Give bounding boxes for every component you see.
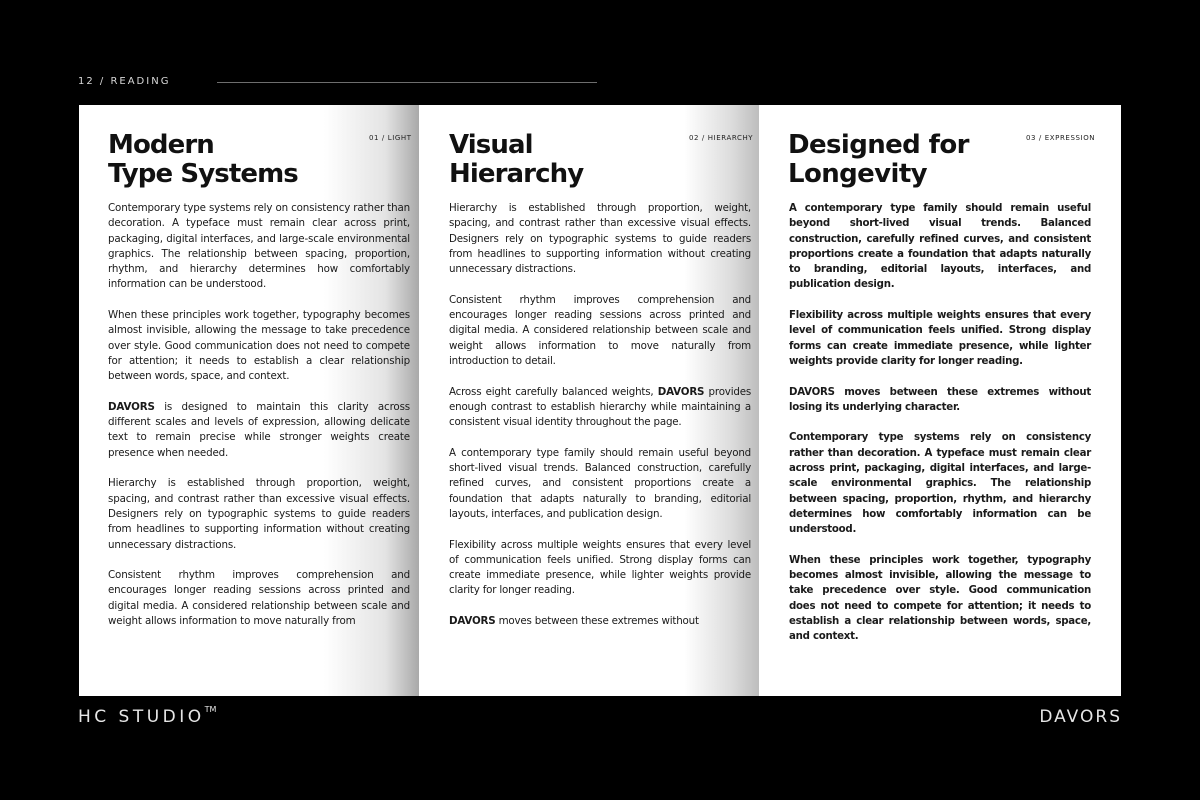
paragraph: Hierarchy is established through proportion, weight, spacing, and contrast rather than excessive visual effects. Designers rely on typographic systems to guide readers from headlines to supporting information without creating unnecessary distractions.	[449, 202, 751, 276]
folio-label: 03 / EXPRESSION	[1026, 134, 1096, 142]
body-copy	[449, 201, 751, 645]
page-heading	[788, 131, 969, 189]
brand-mention: DAVORS	[108, 400, 155, 413]
brand-mention: DAVORS	[449, 615, 496, 628]
paragraph: Flexibility across multiple weights ensures that every level of communication feels unified. Strong display forms can create immediate presence, while lighter weights provide clarity for longer reading.	[449, 538, 751, 597]
page-panel-light	[79, 105, 419, 696]
paragraph: Hierarchy is established through proportion, weight, spacing, and contrast rather than excessive visual effects. Designers rely on typographic systems to guide readers from headlines to supporting information without creating unnecessary distractions.	[108, 477, 410, 551]
heading-line: Designed for	[788, 130, 969, 160]
paragraph: A contemporary type family should remain useful beyond short-lived visual trends. Balanced construction, carefully refined curves, and consistent proportions create a foundation that adapts naturally to branding, editorial layouts, interfaces, and publication design.	[789, 203, 1091, 291]
trademark-mark: TM	[204, 705, 217, 714]
paragraph: Consistent rhythm improves comprehension and encourages longer reading sessions across printed and digital media. A considered relationship between scale and weight allows information to move naturally from introduction to detail.	[449, 293, 751, 367]
page-heading	[108, 131, 298, 189]
page-panel-hierarchy	[419, 105, 759, 696]
paragraph: When these principles work together, typography becomes almost invisible, allowing the message to take precedence over style. Good communication does not need to compete for attention; it needs to establish a clear relationship between words, space, and context.	[108, 309, 410, 383]
page-heading	[449, 131, 583, 189]
paragraph: DAVORS moves between these extremes without losing its underlying character.	[789, 386, 1091, 413]
studio-name	[78, 707, 216, 727]
heading-line: Visual	[449, 130, 533, 160]
heading-line: Hierarchy	[449, 159, 584, 189]
brand-name: DAVORS	[1039, 707, 1122, 727]
paragraph: Across eight carefully balanced weights, DAVORS provides enough contrast to establish hierarchy while maintaining a consistent visual identity throughout the page.	[449, 385, 751, 429]
paragraph: When these principles work together, typography becomes almost invisible, allowing the message to take precedence over style. Good communication does not need to compete for attention; it needs to establish a clear relationship between words, space, and context.	[789, 554, 1091, 643]
paragraph: Contemporary type systems rely on consistency rather than decoration. A typeface must remain clear across print, packaging, digital interfaces, and large-scale environmental graphics. The relationship between spacing, proportion, rhythm, and hierarchy determines how comfortably information can be understood.	[108, 202, 411, 291]
studio-label: HC STUDIO	[78, 707, 205, 727]
brand-mention: DAVORS	[657, 385, 705, 398]
paragraph: Consistent rhythm improves comprehension and encourages longer reading sessions across printed and digital media. A considered relationship between scale and weight allows information to move naturally from	[108, 569, 410, 628]
page-panel-expression	[759, 105, 1121, 696]
paragraph: DAVORS moves between these extremes without	[449, 615, 699, 628]
body-copy	[108, 201, 410, 645]
paragraph: Contemporary type systems rely on consistency rather than decoration. A typeface must remain clear across print, packaging, digital interfaces, and large-scale environmental graphics. The relationship between spacing, proportion, rhythm, and hierarchy determines how comfortably information can be understood.	[789, 432, 1091, 536]
brand-mention: DAVORS	[789, 386, 835, 398]
heading-line: Modern	[108, 130, 214, 160]
heading-line: Longevity	[788, 159, 928, 189]
body-copy	[789, 201, 1091, 660]
paragraph: Flexibility across multiple weights ensures that every level of communication feels unified. Strong display forms can create immediate presence, while lighter weights provide clarity for longer reading.	[789, 310, 1091, 367]
section-label: 12 / READING	[78, 76, 171, 87]
spread	[79, 105, 1121, 696]
paragraph: A contemporary type family should remain useful beyond short-lived visual trends. Balanced construction, carefully refined curves, and consistent proportions create a foundation that adapts naturally to branding, editorial layouts, interfaces, and publication design.	[449, 446, 751, 520]
folio-label: 01 / LIGHT	[369, 134, 412, 142]
paragraph: DAVORS is designed to maintain this clarity across different scales and levels of expression, allowing delicate text to remain precise while stronger weights create presence when needed.	[108, 400, 410, 459]
header-divider	[217, 82, 597, 83]
folio-label: 02 / HIERARCHY	[689, 134, 754, 142]
heading-line: Type Systems	[108, 159, 298, 189]
